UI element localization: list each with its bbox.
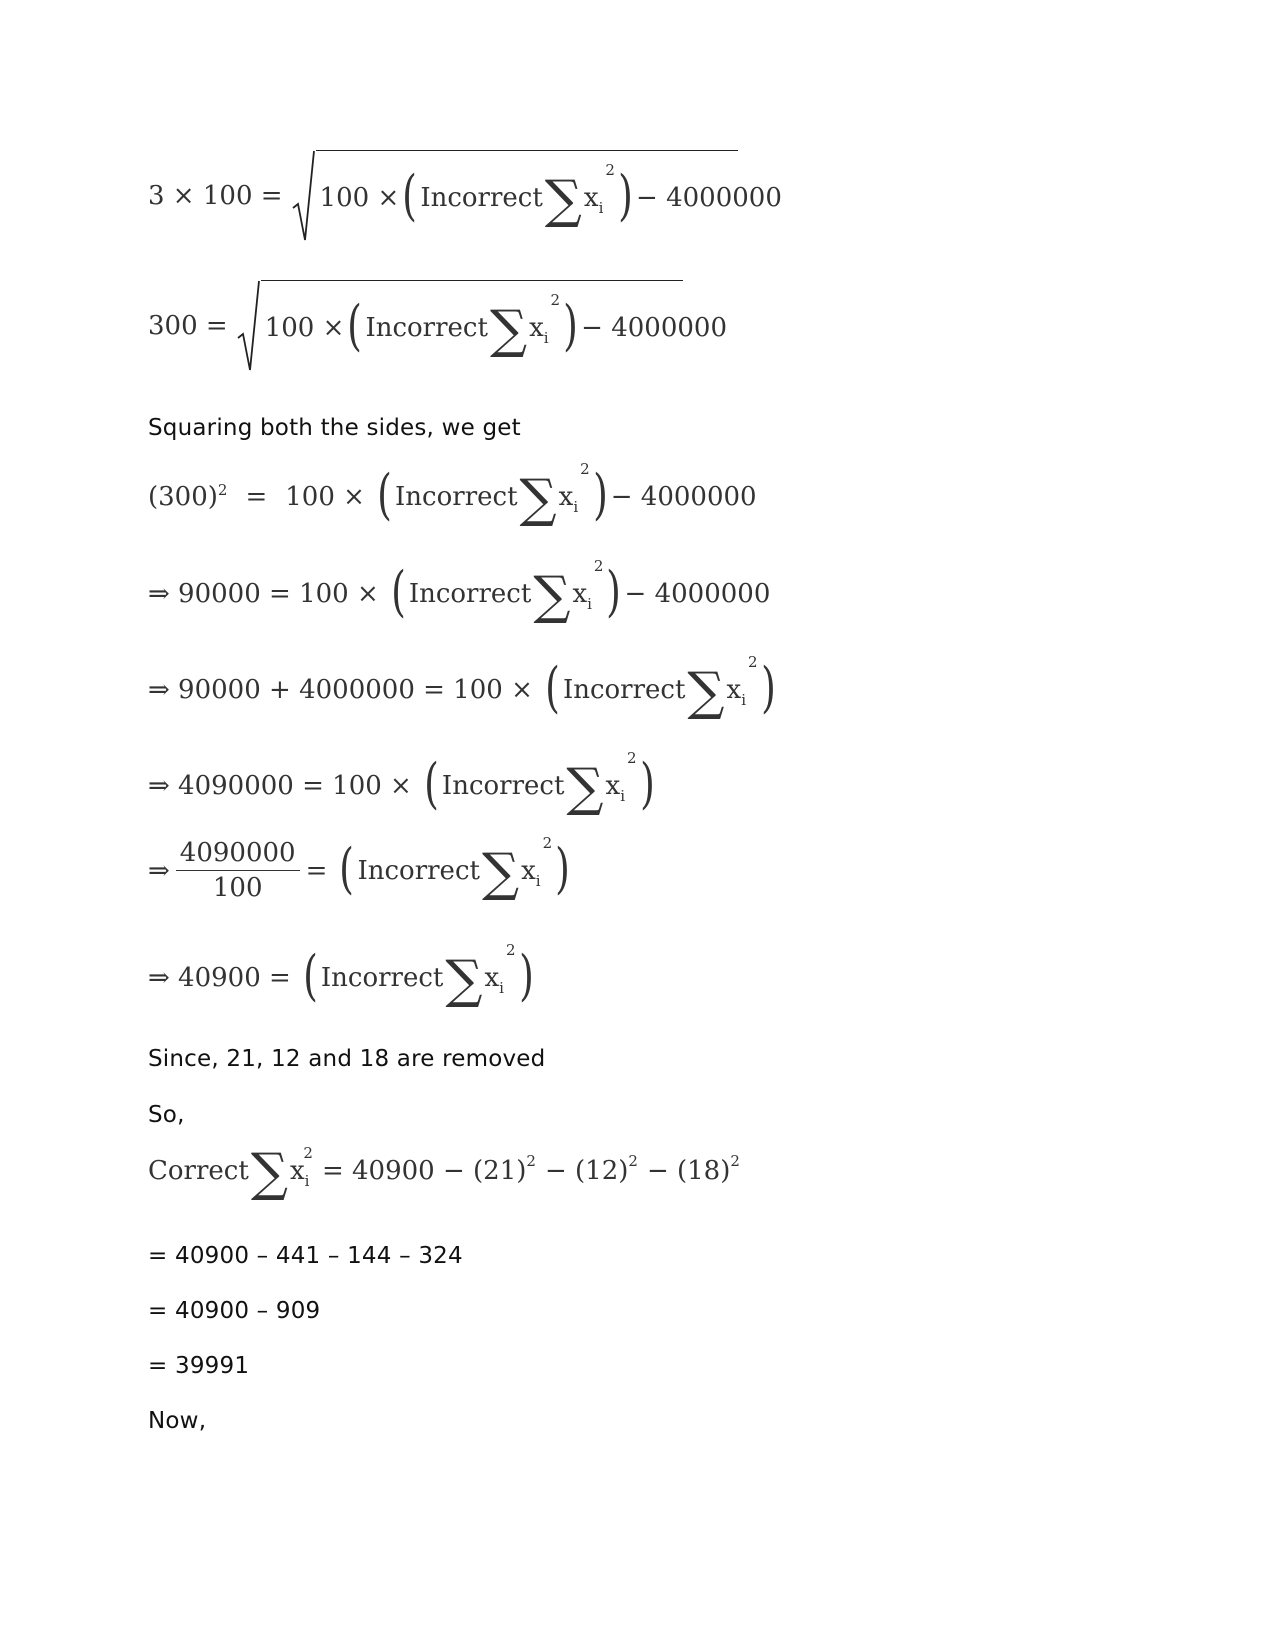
eq2-word: Incorrect <box>365 312 488 343</box>
fraction-numerator: 4090000 <box>176 838 300 871</box>
eq4-tail: − 4000000 <box>624 579 771 609</box>
equation-2 <box>148 280 728 372</box>
eq2-tail: − 4000000 <box>581 312 728 343</box>
text-now: Now, <box>148 1408 207 1434</box>
eq5-lhs: ⇒ 90000 + 4000000 = 100 × <box>148 675 533 705</box>
equation-8: ⇒ 40900 = ( Incorrect ∑ x i 2 ) <box>148 941 534 1010</box>
sigma-icon: ∑ <box>566 758 604 818</box>
eq7-word: Incorrect <box>357 855 480 886</box>
equation-9: Correct ∑ x i 2 = 40900 − (21) 2 − (12) 2 − (18) 2 <box>148 1143 740 1203</box>
eq9-word: Correct <box>148 1156 249 1186</box>
sigma-icon: ∑ <box>481 842 520 903</box>
radical-sign-icon <box>292 150 316 242</box>
eq4-lhs: ⇒ 90000 = 100 × <box>148 579 379 609</box>
eq5-xi: x i 2 <box>726 653 758 709</box>
eq1-xi: x i 2 <box>583 160 615 217</box>
eq7-xi: x i 2 <box>521 833 553 890</box>
text-so: So, <box>148 1102 185 1128</box>
eq7-arrow: ⇒ <box>148 855 170 886</box>
eq4-xi: x i 2 <box>572 557 604 613</box>
eq3-xi: x i 2 <box>558 460 590 516</box>
sigma-icon: ∑ <box>250 1143 288 1203</box>
eq9-xi: x i 2 <box>289 1144 313 1190</box>
text-step-3: = 39991 <box>148 1353 250 1379</box>
sigma-icon: ∑ <box>533 566 571 626</box>
sigma-icon: ∑ <box>445 950 483 1010</box>
eq2-coef: 100 × <box>264 312 345 343</box>
eq8-xi: x i 2 <box>484 941 516 997</box>
eq4-word: Incorrect <box>408 579 532 609</box>
eq6-word: Incorrect <box>441 771 565 801</box>
text-step-2: = 40900 – 909 <box>148 1298 321 1324</box>
eq1-coef: 100 × <box>319 182 400 213</box>
eq3-tail: − 4000000 <box>610 482 757 512</box>
eq1-sqrt: 100 × ( Incorrect ∑ x i 2 ) − 4000000 <box>292 150 738 242</box>
eq6-xi: x i 2 <box>605 749 637 805</box>
equation-1 <box>148 150 782 242</box>
eq3-word: Incorrect <box>395 482 518 512</box>
eq2-lhs: 300 = <box>148 311 228 341</box>
text-squaring: Squaring both the sides, we get <box>148 415 521 441</box>
text-step-1: = 40900 – 441 – 144 – 324 <box>148 1243 463 1269</box>
equation-5: ⇒ 90000 + 4000000 = 100 × ( Incorrect ∑ x i 2 ) <box>148 653 776 722</box>
text-removed: Since, 21, 12 and 18 are removed <box>148 1046 546 1072</box>
eq2-sqrt: 100 × ( Incorrect ∑ x i 2 ) − 4000000 <box>237 280 683 372</box>
sigma-icon: ∑ <box>489 299 528 360</box>
eq1-tail: − 4000000 <box>636 182 782 213</box>
sigma-icon: ∑ <box>544 169 582 230</box>
equation-7: ⇒ $\frac{4090000}{100}$ = ( Incorrect ∑ x i 2 ) <box>148 833 571 903</box>
equation-4: ⇒ 90000 = 100 × ( Incorrect ∑ x i 2 ) − 4000000 <box>148 557 771 626</box>
eq3-coef: 100 × <box>285 482 365 512</box>
eq3-lhs: $(300)^2$ <box>148 481 228 512</box>
eq7-fraction <box>176 838 300 903</box>
sigma-icon: ∑ <box>687 662 725 722</box>
eq8-lhs: ⇒ 40900 = <box>148 963 291 993</box>
eq2-xi: x i 2 <box>529 290 561 347</box>
sigma-icon: ∑ <box>519 469 557 529</box>
eq1-lhs: 3 × 100 = <box>148 181 283 211</box>
eq8-word: Incorrect <box>320 963 444 993</box>
eq5-word: Incorrect <box>562 675 686 705</box>
fraction-denominator: 100 <box>212 873 263 903</box>
eq1-word: Incorrect <box>420 182 543 213</box>
equation-3: $(300)^2$ = 100 × ( Incorrect ∑ x i 2 ) − 4000000 <box>148 460 757 529</box>
radical-sign-icon <box>237 280 261 372</box>
eq6-lhs: ⇒ 4090000 = 100 × <box>148 771 412 801</box>
equation-6: ⇒ 4090000 = 100 × ( Incorrect ∑ x i 2 ) <box>148 749 655 818</box>
